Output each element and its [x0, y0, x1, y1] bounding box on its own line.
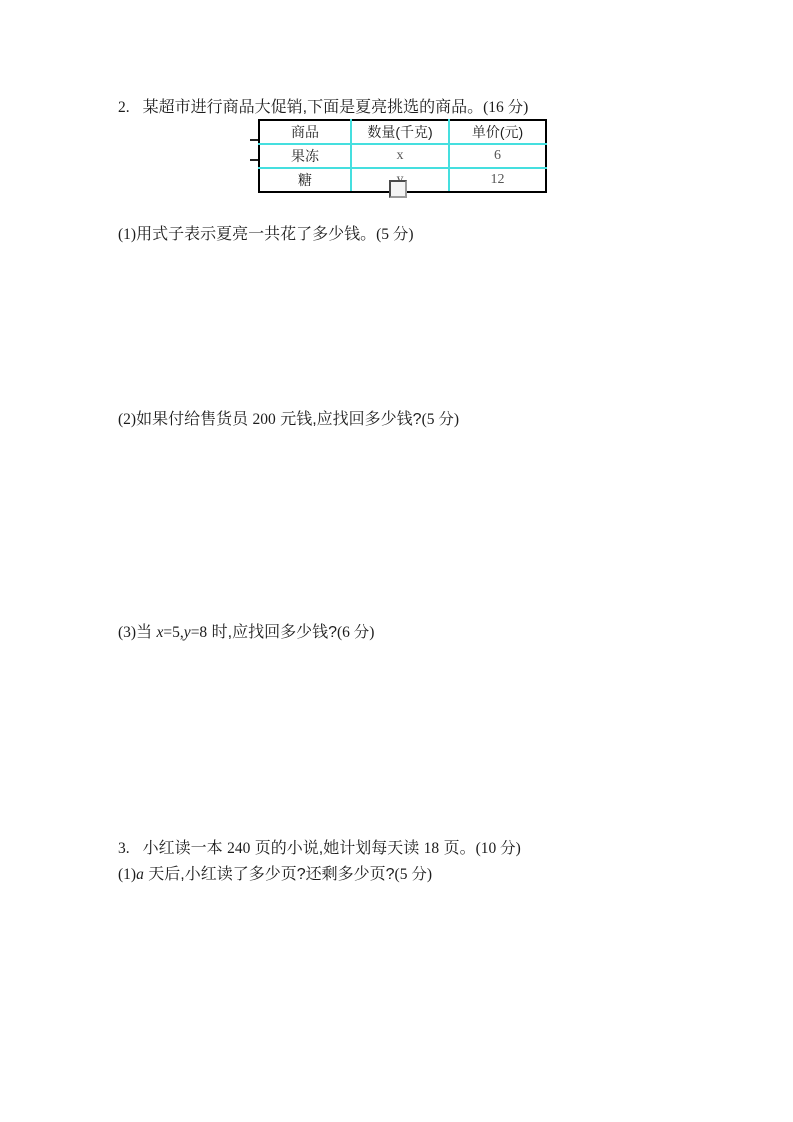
question-2-sub-2	[118, 410, 459, 430]
sub-2-score: (5 分)	[421, 411, 460, 428]
sub-3-eq-1: =5,	[163, 624, 184, 641]
question-2-score: (16 分)	[483, 99, 529, 116]
sub-3-var-y: y	[183, 624, 191, 641]
answer-box	[389, 180, 407, 198]
question-3-text-mid: 页的小说,她计划每天读	[250, 840, 424, 857]
sub-3-score: (6 分)	[336, 624, 375, 641]
question-2-sub-1	[118, 225, 414, 245]
table-header-item: 商品	[259, 120, 351, 144]
q3-sub-1-prefix: (1)	[118, 866, 137, 883]
table-left-tick-1	[250, 139, 258, 141]
sub-1-prefix: (1)	[118, 226, 137, 243]
q3-sub-1-score: (5 分)	[394, 866, 432, 883]
cell-candy-name: 糖	[259, 168, 351, 192]
cell-jelly-qty: x	[351, 144, 449, 168]
table-left-tick-2	[250, 159, 258, 161]
sub-2-text-after: 元钱,应找回多少钱?	[275, 411, 422, 428]
question-2-sub-3	[118, 623, 374, 643]
question-2-title	[118, 98, 528, 118]
sub-3-var-x: x	[156, 624, 164, 641]
question-3-text-after: 页。	[439, 840, 476, 857]
question-3-text-before: 小红读一本	[142, 840, 228, 857]
question-2-number: 2.	[118, 99, 130, 116]
question-3-score: (10 分)	[475, 840, 521, 857]
table-header-price: 单价(元)	[449, 120, 546, 144]
cell-candy-price: 12	[449, 168, 546, 192]
question-3-total-pages: 240	[227, 840, 251, 857]
question-3-number: 3.	[118, 840, 130, 857]
question-2-text: 某超市进行商品大促销,下面是夏亮挑选的商品。	[142, 99, 484, 116]
sub-2-text-before: 如果付给售货员	[136, 411, 253, 428]
sub-2-amount: 200	[252, 411, 276, 428]
sub-1-text: 用式子表示夏亮一共花了多少钱。	[136, 226, 377, 243]
sub-3-text-after: 时,应找回多少钱?	[207, 624, 337, 641]
q3-sub-1-var-a: a	[136, 866, 144, 883]
question-3-daily-pages: 18	[423, 840, 440, 857]
sub-3-text-before: 当	[136, 624, 157, 641]
cell-jelly-price: 6	[449, 144, 546, 168]
q3-sub-1-text: 天后,小红读了多少页?还剩多少页?	[143, 866, 395, 883]
sub-2-prefix: (2)	[118, 411, 137, 428]
question-3-title	[118, 839, 521, 859]
sub-3-prefix: (3)	[118, 624, 137, 641]
cell-jelly-name: 果冻	[259, 144, 351, 168]
sub-3-eq-2: =8	[190, 624, 208, 641]
sub-1-score: (5 分)	[376, 226, 414, 243]
table-row-jelly	[259, 144, 546, 168]
table-header-row	[259, 120, 546, 144]
table-header-qty: 数量(千克)	[351, 120, 449, 144]
question-3-sub-1	[118, 865, 432, 885]
